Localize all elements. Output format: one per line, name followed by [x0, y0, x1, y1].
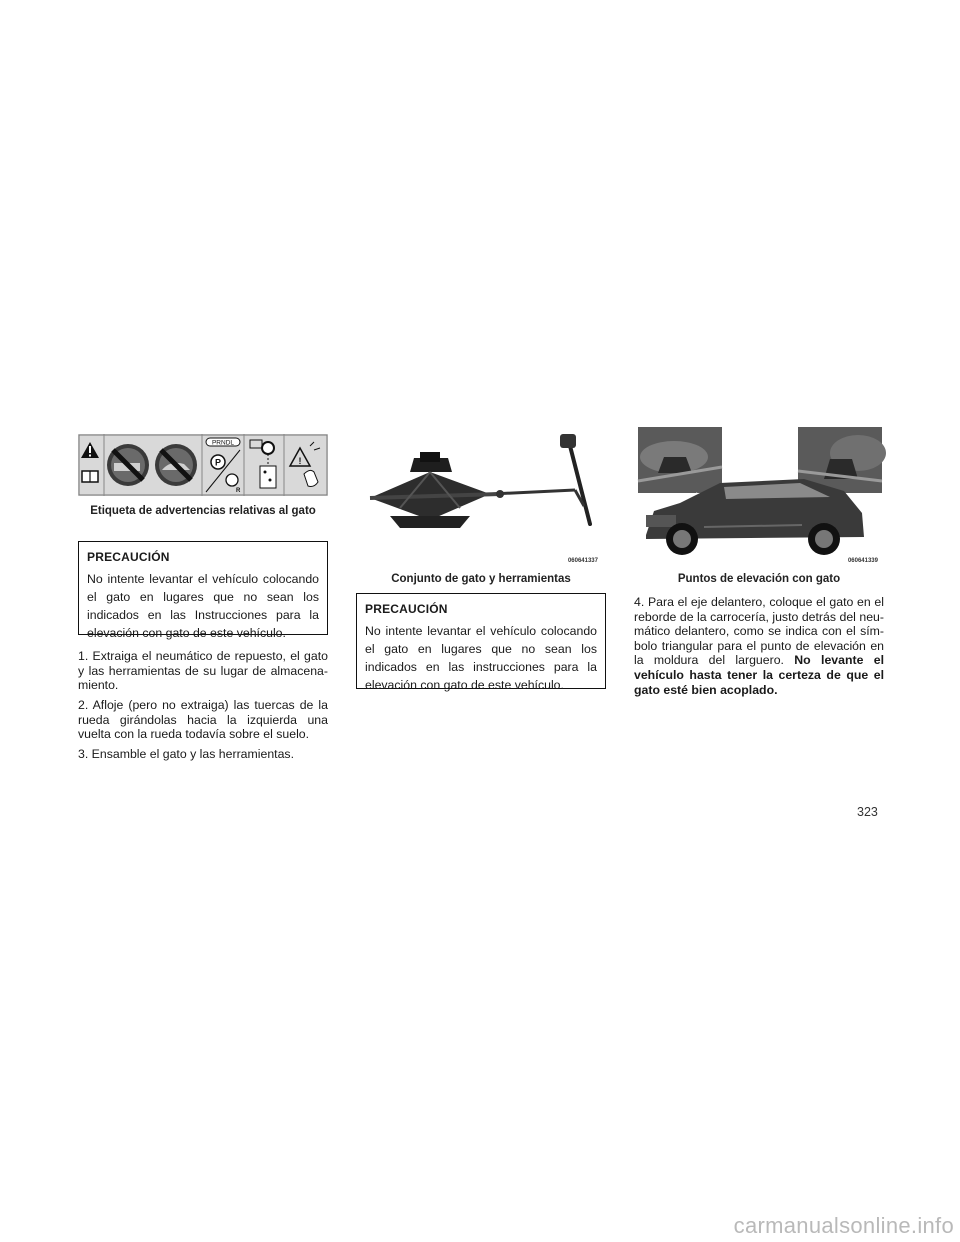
page-number: 323	[857, 805, 878, 819]
gear-letters: PRNDL	[211, 439, 235, 447]
caution-box-2	[356, 593, 606, 692]
svg-text:!: !	[298, 456, 302, 466]
step-1: 1. Extraiga el neumático de repuesto, el gato y las herramientas de su lugar de almacena-miento.	[78, 649, 328, 693]
warning-label-caption: Etiqueta de advertencias relativas al gato	[90, 505, 316, 517]
step-4-text: 4. Para el eje delantero, coloque el gato en el reborde de la carrocería, justo detrás del neu-mático delantero, como se indica con el sím-bolo triangular para el punto de elevación en la moldura del larguero.	[634, 595, 884, 668]
no-crawl-under-icon	[107, 444, 149, 486]
jack-tools-illustration	[360, 428, 604, 568]
caution-title: PRECAUCIÓN	[365, 602, 448, 616]
front-lift-point-photo	[638, 427, 722, 493]
warning-label-illustration	[78, 434, 328, 496]
jack-figure-code: 060641337	[567, 558, 598, 564]
step-4	[634, 595, 884, 697]
step-3: 3. Ensamble el gato y las herramientas.	[78, 747, 294, 761]
caution-box-1	[78, 541, 328, 640]
caution-body: No intente levantar el vehículo colocando el gato en lugares que no sean los indicados en las instrucciones para la elevación con gato de este vehículo.	[365, 624, 597, 692]
lift-figure-code: 060641339	[847, 558, 878, 564]
lift-points-caption: Puntos de elevación con gato	[677, 573, 841, 585]
gear-r-letter: R	[236, 488, 241, 494]
watermark[interactable]: carmanualsonline.info	[733, 1213, 954, 1238]
no-start-engine-icon	[155, 444, 197, 486]
step-2: 2. Afloje (pero no extraiga) las tuercas de la rueda girándolas hacia la izquierda una vuelta con la rueda todavía sobre el suelo.	[78, 698, 328, 742]
gear-p-letter: P	[214, 457, 222, 468]
manual-book-icon	[82, 471, 98, 482]
caution-body: No intente levantar el vehículo colocando el gato en lugares que no sean los indicados en las Instrucciones para la elevación con gato de este vehículo.	[87, 572, 319, 640]
step-4-bold: No levante el vehículo hasta tener la certeza de que el gato esté bien acoplado.	[634, 653, 884, 697]
jack-tools-figure	[360, 428, 604, 568]
warning-label-figure	[78, 434, 328, 496]
caution-title: PRECAUCIÓN	[87, 550, 170, 564]
lift-points-figure	[634, 427, 886, 568]
lift-points-illustration	[634, 427, 886, 568]
jack-tools-caption: Conjunto de gato y herramientas	[391, 573, 571, 585]
